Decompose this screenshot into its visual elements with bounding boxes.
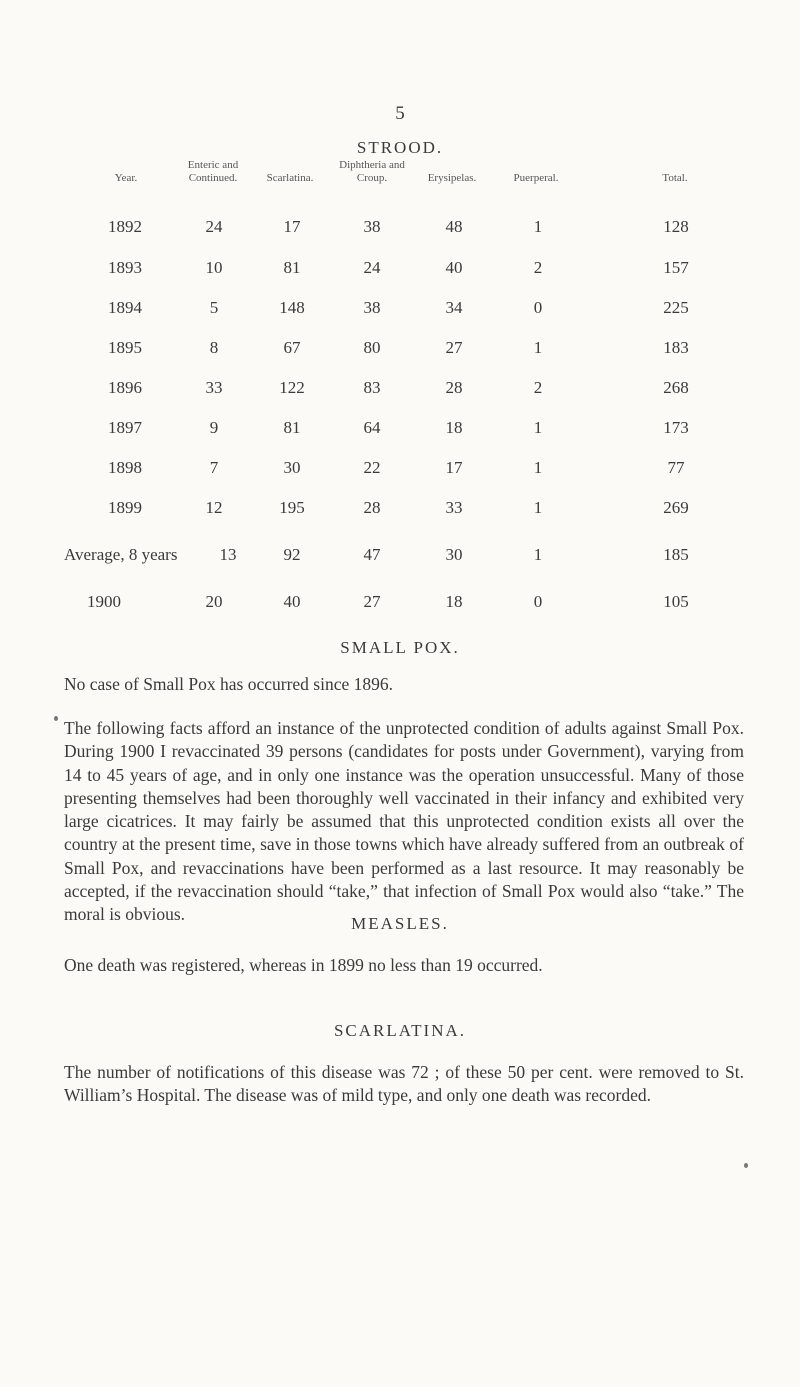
current-year: 1900 [87, 592, 121, 611]
table-cell: 48 [445, 217, 463, 236]
current-year-cell: 105 [663, 592, 689, 611]
table-title: STROOD. [356, 138, 444, 157]
measles-heading: MEASLES. [351, 914, 449, 933]
table-cell: 83 [363, 378, 381, 397]
table-row-year: 1895 [108, 338, 142, 357]
table-cell: 33 [205, 378, 223, 397]
table-cell: 1 [533, 458, 543, 477]
table-cell: 2 [533, 258, 543, 277]
table-cell: 17 [445, 458, 463, 477]
small-pox-paragraph [64, 717, 744, 927]
average-cell: 185 [663, 545, 689, 564]
table-cell: 77 [667, 458, 685, 477]
table-cell: 183 [663, 338, 689, 357]
column-header-enteric: Enteric and Continued. [187, 159, 239, 184]
small-pox-paragraph-text: The following facts afford an instance of the unprotected condition of adults against Small Pox. During 1900 I revaccinated 39 persons (candidates for posts under Government), varying from 14 to 45 years of age, and in only one instance was the operation unsuccessful. Many of those presenting themselves had been thoroughly well vaccinated in their infancy and exhibited very large cicatrices. It may fairly be assumed that this unprotected condition exists all over the country at the present time, save in those towns which have already suffered from an outbreak of Small Pox, and revaccinations have been performed as a last resource. It may reasonably be accepted, if the revaccination should “take,” that infection of Small Pox would also “take.” The moral is obvious. [64, 718, 744, 925]
table-cell: 157 [663, 258, 689, 277]
table-cell: 28 [445, 378, 463, 397]
table-cell: 1 [533, 418, 543, 437]
column-header-diphtheria: Diphtheria and Croup. [339, 159, 405, 184]
average-cell: 1 [533, 545, 543, 564]
table-cell: 17 [283, 217, 301, 236]
table-cell: 1 [533, 338, 543, 357]
column-header-erysipelas: Erysipelas. [427, 172, 477, 184]
average-cell: 92 [283, 545, 301, 564]
table-cell: 34 [445, 298, 463, 317]
small-pox-summary: No case of Small Pox has occurred since 1896. [64, 674, 394, 694]
table-cell: 1 [533, 498, 543, 517]
table-row-year: 1892 [108, 217, 142, 236]
column-header-year: Year. [114, 172, 138, 184]
table-cell: 40 [445, 258, 463, 277]
table-cell: 30 [283, 458, 301, 477]
table-cell: 22 [363, 458, 381, 477]
current-year-cell: 18 [445, 592, 463, 611]
table-cell: 2 [533, 378, 543, 397]
table-cell: 12 [205, 498, 223, 517]
current-year-cell: 27 [363, 592, 381, 611]
table-row-year: 1897 [108, 418, 142, 437]
table-cell: 225 [663, 298, 689, 317]
scarlatina-paragraph: The number of notifications of this disease was 72 ; of these 50 per cent. were removed to St. William’s Hospital. The disease was of mild type, and only one death was recorded. [64, 1062, 744, 1106]
table-cell: 8 [209, 338, 219, 357]
table-cell: 18 [445, 418, 463, 437]
column-header-puerperal: Puerperal. [513, 172, 559, 184]
column-header-scarlatina: Scarlatina. [266, 172, 314, 184]
table-row-year: 1899 [108, 498, 142, 517]
average-cell: 30 [445, 545, 463, 564]
table-cell: 24 [363, 258, 381, 277]
print-speck [744, 1163, 748, 1168]
scarlatina-heading: SCARLATINA. [333, 1021, 467, 1040]
small-pox-heading: SMALL POX. [340, 638, 460, 657]
table-row-year: 1898 [108, 458, 142, 477]
current-year-cell: 0 [533, 592, 543, 611]
table-cell: 28 [363, 498, 381, 517]
column-header-total: Total. [662, 172, 688, 184]
table-cell: 268 [663, 378, 689, 397]
table-cell: 122 [279, 378, 305, 397]
table-cell: 195 [279, 498, 305, 517]
table-cell: 38 [363, 298, 381, 317]
table-cell: 81 [283, 258, 301, 277]
table-cell: 64 [363, 418, 381, 437]
table-cell: 269 [663, 498, 689, 517]
table-cell: 24 [205, 217, 223, 236]
average-cell: 13 [219, 545, 237, 564]
table-row-year: 1896 [108, 378, 142, 397]
table-cell: 10 [205, 258, 223, 277]
table-cell: 7 [209, 458, 219, 477]
current-year-cell: 20 [205, 592, 223, 611]
table-cell: 148 [279, 298, 305, 317]
table-cell: 81 [283, 418, 301, 437]
average-cell: 47 [363, 545, 381, 564]
table-cell: 1 [533, 217, 543, 236]
table-cell: 80 [363, 338, 381, 357]
page-number: 5 [395, 103, 405, 124]
table-cell: 9 [209, 418, 219, 437]
average-row-label: Average, 8 years [64, 545, 178, 564]
table-row-year: 1894 [108, 298, 142, 317]
table-cell: 33 [445, 498, 463, 517]
table-cell: 27 [445, 338, 463, 357]
print-speck [54, 716, 58, 721]
table-row-year: 1893 [108, 258, 142, 277]
measles-paragraph: One death was registered, whereas in 1899 no less than 19 occurred. [64, 955, 543, 975]
table-cell: 0 [533, 298, 543, 317]
table-cell: 67 [283, 338, 301, 357]
table-cell: 38 [363, 217, 381, 236]
table-cell: 173 [663, 418, 689, 437]
table-cell: 128 [663, 217, 689, 236]
table-cell: 5 [209, 298, 219, 317]
current-year-cell: 40 [283, 592, 301, 611]
